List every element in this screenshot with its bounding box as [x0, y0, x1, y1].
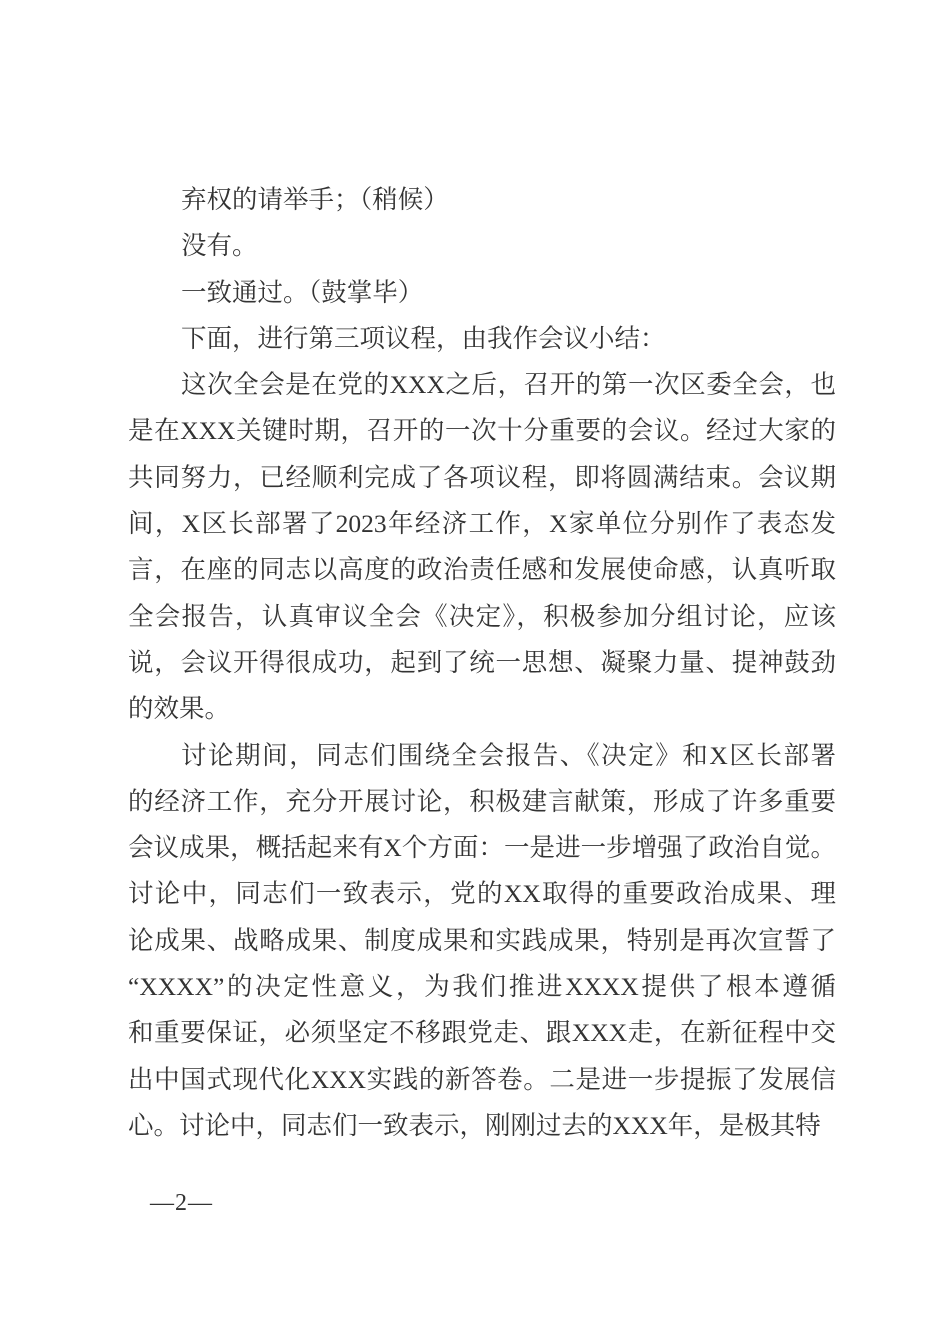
- text-line: 弃权的请举手；（稍候）: [181, 185, 449, 214]
- document-body: [128, 177, 836, 1149]
- page-number: —2—: [150, 1190, 213, 1216]
- text-line: 的效果。: [128, 694, 231, 724]
- text-line: 一致通过。（鼓掌毕）: [181, 277, 424, 307]
- text-line: 的经济工作，充分开展讨论，积极建言献策，形成了许多重要: [128, 786, 836, 816]
- text-line: 共同努力，已经顺利完成了各项议程，即将圆满结束。会议期: [128, 462, 836, 492]
- text-line: 和重要保证，必须坚定不移跟党走、跟XXX走，在新征程中交: [128, 1018, 836, 1048]
- text-line: 说，会议开得很成功，起到了统一思想、凝聚力量、提神鼓劲: [128, 647, 836, 677]
- text-line: 言，在座的同志以高度的政治责任感和发展使命感，认真听取: [128, 555, 836, 585]
- paragraph: [128, 177, 836, 223]
- text-line: 讨论中，同志们一致表示，党的XX取得的重要政治成果、理: [128, 879, 836, 909]
- paragraph: [128, 733, 836, 1150]
- text-line: 没有。: [181, 231, 258, 261]
- text-line: 论成果、战略成果、制度成果和实践成果，特别是再次宣誓了: [128, 925, 836, 955]
- text-line: 出中国式现代化XXX实践的新答卷。二是进一步提振了发展信: [128, 1064, 836, 1094]
- text-line: 下面，进行第三项议程，由我作会议小结：: [181, 323, 666, 353]
- text-line: 这次全会是在党的XXX之后，召开的第一次区委全会，也: [181, 370, 836, 400]
- text-line: 是在XXX关键时期，召开的一次十分重要的会议。经过大家的: [128, 416, 836, 446]
- text-line: 全会报告，认真审议全会《决定》，积极参加分组讨论，应该: [128, 601, 836, 631]
- text-line: 心。讨论中，同志们一致表示，刚刚过去的XXX年，是极其特: [128, 1110, 821, 1140]
- text-line: “XXXX”的决定性意义，为我们推进XXXX提供了根本遵循: [128, 972, 836, 1002]
- paragraph: [128, 362, 836, 732]
- text-line: 会议成果，概括起来有X个方面：一是进一步增强了政治自觉。: [128, 833, 836, 863]
- paragraph: [128, 316, 836, 362]
- paragraph: [128, 270, 836, 316]
- text-line: 间，X区长部署了2023年经济工作，X家单位分别作了表态发: [128, 509, 836, 539]
- text-line: 讨论期间，同志们围绕全会报告、《决定》和X区长部署: [181, 740, 836, 770]
- paragraph: [128, 223, 836, 269]
